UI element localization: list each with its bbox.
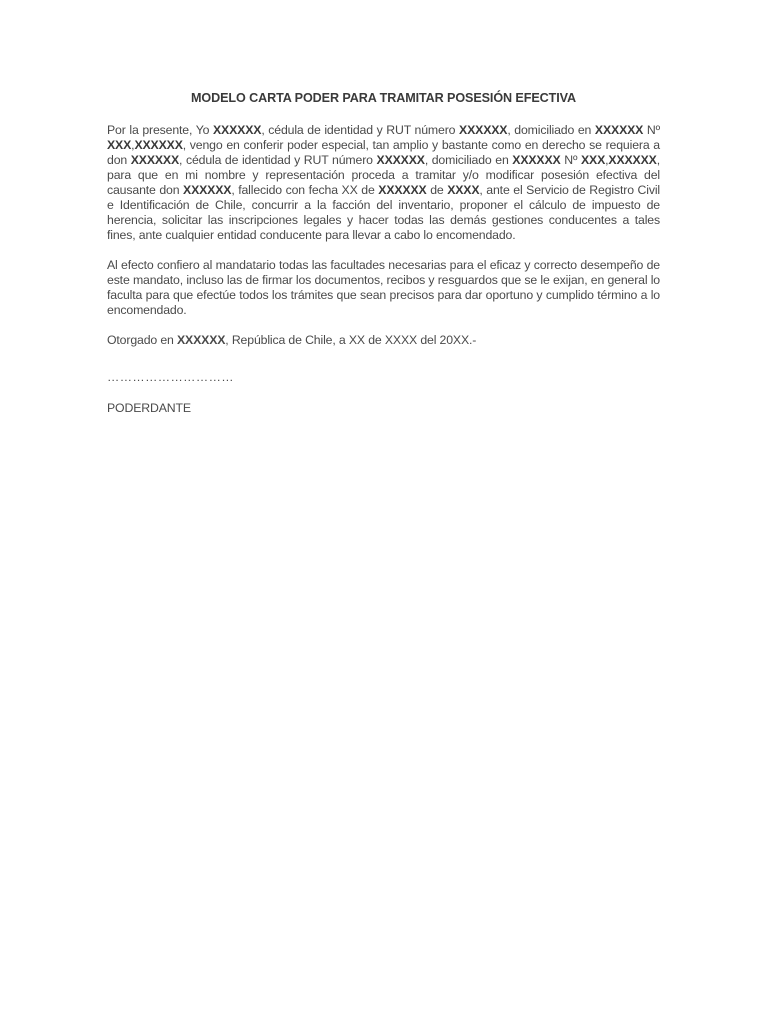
- placeholder-agent-name: XXXXXX: [130, 153, 180, 167]
- p1-text-2: , cédula de identidad y RUT número: [261, 123, 460, 137]
- p3-text-2: , República de Chile, a XX de XXXX del 20XX.-: [225, 333, 477, 347]
- p1-text-11: , para que en mi nombre y representación proceda a tramitar y/o modificar posesión efectiva del causante don: [107, 153, 660, 197]
- placeholder-agent-street: XXXXXX: [512, 153, 561, 167]
- signer-label: PODERDANTE: [107, 401, 191, 415]
- p1-text-3: , domiciliado en: [507, 123, 595, 137]
- placeholder-deceased-name: XXXXXX: [183, 183, 232, 197]
- placeholder-grantor-number: XXX: [107, 138, 132, 152]
- p1-text-14: , ante el Servicio de Registro Civil e Identificación de Chile, concurrir a la facción del inventario, proponer el cálculo de impuesto de herencia, solicitar las inscripciones legales y hacer todas las demás gestiones conducentes a tales fines, ante cualquier entidad conducente para llevar a cabo lo encomendado.: [107, 183, 660, 242]
- placeholder-grantor-rut: XXXXXX: [459, 123, 508, 137]
- p1-text-12: , fallecido con fecha XX de: [231, 183, 379, 197]
- p1-text-6: , vengo en conferir poder especial, tan amplio y bastante como en derecho se requiera a don: [107, 138, 660, 167]
- paragraph-granted-at: [107, 333, 660, 348]
- placeholder-death-month: XXXXXX: [378, 183, 427, 197]
- p1-text-13: de: [426, 183, 448, 197]
- p1-text-10: ,: [605, 153, 609, 167]
- placeholder-agent-number: XXX: [580, 153, 606, 167]
- p1-text-4: Nº: [643, 123, 660, 137]
- p1-text-1: Por la presente, Yo: [107, 123, 213, 137]
- placeholder-death-year: XXXX: [447, 183, 480, 197]
- document-page: [107, 90, 660, 416]
- placeholder-city: XXXXXX: [176, 333, 226, 347]
- paragraph-grant-of-power: [107, 123, 660, 243]
- placeholder-agent-rut: XXXXXX: [376, 153, 425, 167]
- p1-text-9: Nº: [560, 153, 581, 167]
- p1-text-7: , cédula de identidad y RUT número: [179, 153, 377, 167]
- p3-text-1: Otorgado en: [107, 333, 177, 347]
- placeholder-grantor-commune: XXXXXX: [134, 138, 183, 152]
- p1-text-5: ,: [131, 138, 135, 152]
- placeholder-grantor-name: XXXXXX: [213, 123, 262, 137]
- signature-line: …………………………: [107, 370, 234, 384]
- paragraph-powers: Al efecto confiero al mandatario todas las facultades necesarias para el eficaz y correcto desempeño de este mandato, incluso las de firmar los documentos, recibos y resguardos que se le exijan, en general lo faculta para que efectúe todos los trámites que sean precisos para dar oportuno y cumplido término a lo encomendado.: [107, 258, 660, 317]
- document-title: MODELO CARTA PODER PARA TRAMITAR POSESIÓN EFECTIVA: [191, 91, 576, 105]
- placeholder-agent-commune: XXXXXX: [608, 153, 657, 167]
- placeholder-grantor-street: XXXXXX: [594, 123, 644, 137]
- p1-text-8: , domiciliado en: [424, 153, 513, 167]
